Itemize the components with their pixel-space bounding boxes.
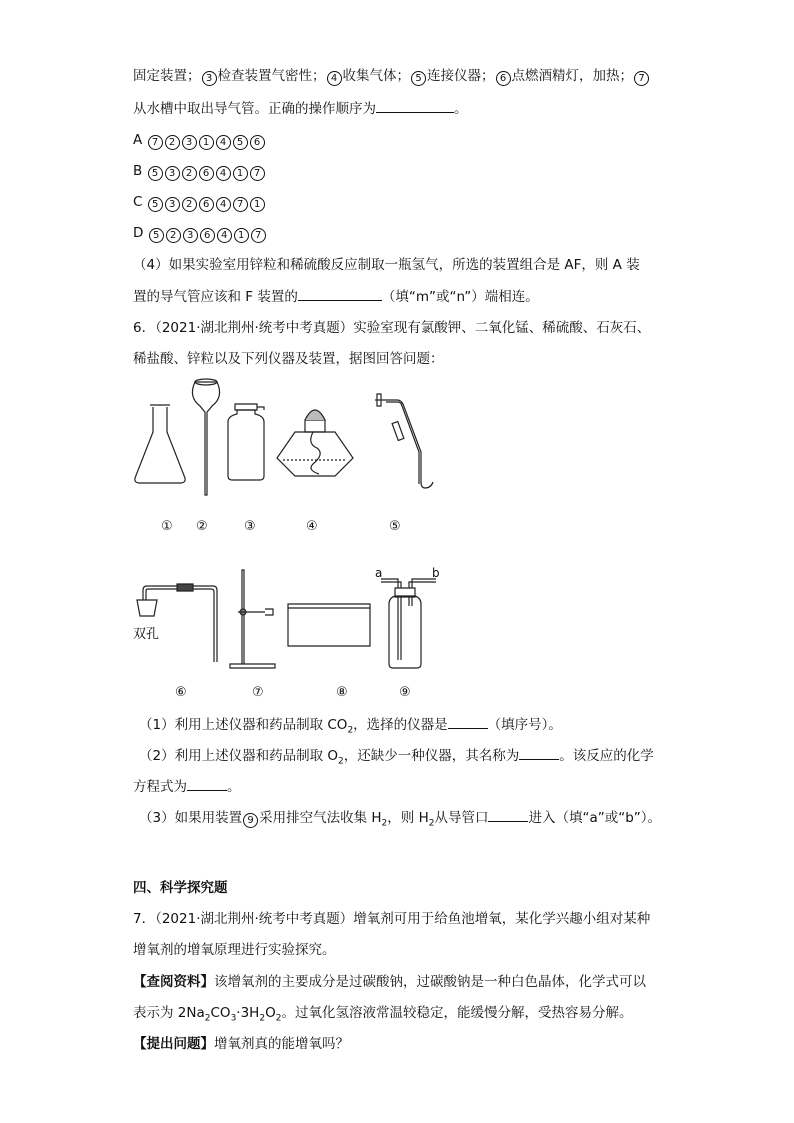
label-apparatus-5: ⑤ <box>389 519 401 534</box>
q6-line2: 稀盐酸、锌粒以及下列仪器及装置，据图回答问题： <box>133 351 444 367</box>
water-trough-icon <box>288 604 370 646</box>
label-tube-b: b <box>432 566 440 580</box>
option-b[interactable]: B 5 3 2 6 4 1 7 <box>133 161 266 181</box>
conical-flask-icon <box>135 407 185 483</box>
label-apparatus-2: ② <box>196 519 208 534</box>
label-apparatus-7: ⑦ <box>252 685 264 700</box>
gas-bottle-icon <box>228 410 264 480</box>
q7-research-line2: 表示为 $2Na_2CO_3\cdot 3H_2O_2$。过氧化氢溶液常温较稳定，能缓慢分解，受热容易分解。 <box>133 1005 633 1024</box>
gas-washing-bottle-icon <box>389 596 421 668</box>
answer-blank[interactable] <box>298 286 382 301</box>
answer-blank[interactable] <box>376 98 454 113</box>
q6-line1: 6．（2021·湖北荆州·统考中考真题）实验室现有氯酸钾、二氧化锰、稀硫酸、石灰石、 <box>133 320 651 336</box>
apparatus-row2-figure <box>125 560 445 680</box>
label-apparatus-3: ③ <box>244 519 256 534</box>
q6-part3: （3）如果用装置 9 采用排空气法收集 $H_2$，则 $H_2$从导管口 进入（填“a”或“b”）。 <box>139 807 661 834</box>
option-a[interactable]: A 7 2 3 1 4 5 6 <box>133 130 266 150</box>
alcohol-lamp-icon <box>277 432 353 476</box>
answer-blank[interactable] <box>519 745 559 760</box>
q5-line1: 固定装置； 3 检查装置气密性； 4 收集气体； 5 连接仪器； 6 点燃酒精灯，加热； 7 <box>133 66 650 86</box>
iron-stand-icon <box>230 664 275 668</box>
label-tube-a: a <box>375 566 383 580</box>
bent-delivery-tube-icon <box>375 394 383 406</box>
apparatus-row1-figure <box>125 372 445 502</box>
section-title: 四、科学探究题 <box>133 880 228 896</box>
q7-line1: 7．（2021·湖北荆州·统考中考真题）增氧剂可用于给鱼池增氧，某化学兴趣小组对某种 <box>133 911 651 927</box>
label-double-hole: 双孔 <box>133 627 160 642</box>
separatory-funnel-icon <box>192 382 219 495</box>
q6-part1: （1）利用上述仪器和药品制取 $CO_2$，选择的仪器是 （填序号）。 <box>139 714 562 741</box>
q5-line2: 从水槽中取出导气管。正确的操作顺序为 。 <box>133 98 468 119</box>
label-apparatus-8: ⑧ <box>336 685 348 700</box>
label-apparatus-4: ④ <box>306 519 318 534</box>
q5-part4-line1: （4）如果实验室用锌粒和稀硫酸反应制取一瓶氢气，所选的装置组合是 AF，则 A 装 <box>133 257 640 273</box>
answer-blank[interactable] <box>187 776 227 791</box>
label-apparatus-6: ⑥ <box>175 685 187 700</box>
option-d[interactable]: D 5 2 3 6 4 1 7 <box>133 223 267 243</box>
label-apparatus-9: ⑨ <box>399 685 411 700</box>
answer-blank[interactable] <box>448 714 488 729</box>
q7-question: 【提出问题】增氧剂真的能增氧吗？ <box>133 1036 349 1052</box>
q7-research-line1: 【查阅资料】该增氧剂的主要成分是过碳酸钠，过碳酸钠是一种白色晶体，化学式可以 <box>133 974 646 990</box>
option-c[interactable]: C 5 3 2 6 4 7 1 <box>133 192 266 212</box>
double-hole-stopper-icon <box>137 600 157 616</box>
answer-blank[interactable] <box>488 807 528 822</box>
label-apparatus-1: ① <box>161 519 173 534</box>
q7-line2: 增氧剂的增氧原理进行实验探究。 <box>133 942 336 958</box>
q6-part2-line2: 方程式为 。 <box>133 776 241 797</box>
q6-part2-line1: （2）利用上述仪器和药品制取 $O_2$，还缺少一种仪器，其名称为 。该反应的化学 <box>139 745 654 772</box>
q5-part4-line2: 置的导气管应该和 F 装置的 （填“m”或“n”）端相连。 <box>133 286 539 307</box>
